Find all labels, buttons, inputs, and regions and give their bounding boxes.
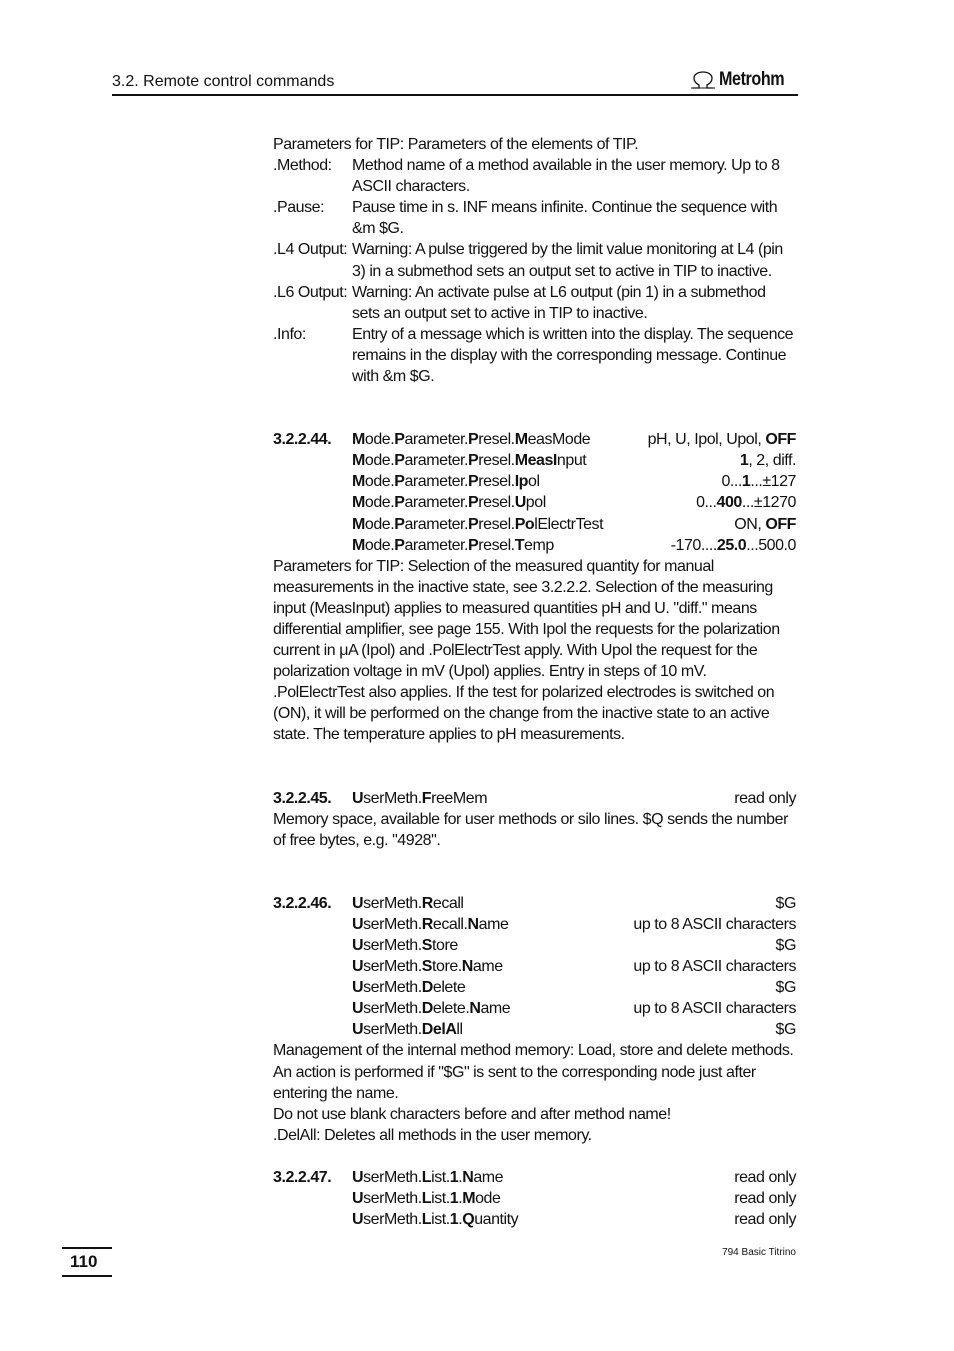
command-name: UserMeth.List.1.Mode [352,1190,501,1208]
intro-lead: Parameters for TIP: Parameters of the elements of TIP. [273,136,639,153]
command-row [273,429,796,450]
definition-item [273,239,796,281]
section-number [273,514,352,535]
command-name: Mode.Parameter.Presel.PolElectrTest [352,515,604,533]
command-row [273,998,796,1019]
command-value: $G [775,937,796,954]
command-row [273,1167,796,1188]
command-name: Mode.Parameter.Presel.MeasInput [352,452,587,470]
command-value: ON, OFF [734,515,796,533]
section-number [273,1019,352,1040]
definition-description: Warning: An activate pulse at L6 output (pin 1) in a submethod sets an output set to active in TIP to inactive. [352,283,766,322]
definition-description: Pause time in s. INF means infinite. Continue the sequence with &m $G. [352,199,778,238]
section-number: 3.2.2.47. [273,1168,332,1186]
omega-icon [690,71,716,89]
brand-logo [690,69,796,91]
definition-description: Warning: A pulse triggered by the limit value monitoring at L4 (pin 3) in a submethod sets an output set to active in TIP to inactive. [352,241,783,280]
command-row [273,1019,796,1040]
command-name: UserMeth.DelAll [352,1021,463,1039]
command-name: UserMeth.FreeMem [352,789,488,807]
section-46-description: Management of the internal method memory: Load, store and delete methods. An action is performed if "$G" is sent to the corresponding node just after entering the name. [273,1042,794,1102]
section-3-2-2-47 [273,1167,796,1230]
command-row [273,788,796,809]
section-3-2-2-45 [273,788,796,809]
definition-item [273,324,796,387]
parameter-definition-list [273,155,796,387]
section-number: 3.2.2.46. [273,894,332,912]
command-name: UserMeth.Delete [352,979,466,997]
command-row [273,893,796,914]
header-title: 3.2. Remote control commands [112,73,335,90]
command-value: read only [734,1168,796,1186]
command-row [273,492,796,513]
section-number [273,450,352,471]
command-value: up to 8 ASCII characters [633,1000,796,1018]
command-name: UserMeth.Recall [352,894,464,912]
section-44-description: Parameters for TIP: Selection of the measured quantity for manual measurements in the inactive state, see 3.2.2.2. Selection of the measuring input (MeasInput) applies to measured quantities pH and U. "diff." means differential amplifier, see page 155. With Ipol the requests for the polarization current in μA (Ipol) and .PolElectrTest apply. With Upol the request for the polarization voltage in mV (Upol) applies. Entry in steps of 10 mV. .PolElectrTest also applies. If the test for polarized electrodes is switched on (ON), it will be performed on the change from the inactive state to an active state. The temperature applies to pH measurements. [273,557,780,744]
page-number-box [62,1247,112,1277]
command-name: UserMeth.Store [352,937,458,954]
command-value: read only [734,1190,796,1208]
command-row [273,450,796,471]
section-45-description: Memory space, available for user methods or silo lines. $Q sends the number of free bytes, e.g. "4928". [273,810,788,849]
command-row [273,935,796,956]
section-number [273,914,352,935]
section-46-warning: Do not use blank characters before and after method name! [273,1105,671,1123]
command-row [273,514,796,535]
command-row [273,471,796,492]
command-value: $G [775,979,796,997]
definition-term: .L6 Output: [273,283,348,301]
page-content [273,134,796,1230]
command-row [273,1209,796,1230]
definition-term: .Info: [273,325,306,343]
command-value: up to 8 ASCII characters [633,958,796,976]
definition-term: .L4 Output: [273,241,348,259]
section-number [273,977,352,998]
command-row [273,1188,796,1209]
definition-description: Method name of a method available in the user memory. Up to 8 ASCII characters. [352,157,780,196]
section-number [273,1188,352,1209]
command-value: 0...1...±127 [721,473,796,491]
command-value: $G [775,1021,796,1039]
definition-item [273,155,796,197]
command-name: UserMeth.Delete.Name [352,1000,511,1018]
command-name: UserMeth.List.1.Quantity [352,1211,519,1229]
command-row [273,977,796,998]
command-value: -170....25.0...500.0 [670,536,796,554]
section-number [273,956,352,977]
command-value: up to 8 ASCII characters [633,915,796,933]
command-value: pH, U, Ipol, Upol, OFF [647,431,796,449]
section-number [273,535,352,556]
definition-item [273,282,796,324]
brand-name: Metrohm [719,69,785,90]
command-name: UserMeth.List.1.Name [352,1168,504,1186]
command-row [273,956,796,977]
command-value: 0...400...±1270 [696,494,796,512]
command-name: Mode.Parameter.Presel.Temp [352,536,554,554]
section-number [273,935,352,956]
section-number: 3.2.2.45. [273,789,332,807]
command-name: Mode.Parameter.Presel.Ipol [352,473,540,491]
definition-term: .Method: [273,157,332,175]
command-row [273,535,796,556]
command-name: UserMeth.Store.Name [352,958,503,976]
section-number [273,1209,352,1230]
section-number [273,492,352,513]
product-name: 794 Basic Titrino [722,1247,796,1258]
section-46-delall-note: .DelAll: Deletes all methods in the user memory. [273,1126,592,1144]
command-value: read only [734,1211,796,1229]
section-3-2-2-44 [273,429,796,556]
definition-term: .Pause: [273,199,325,217]
command-value: $G [775,894,796,912]
page-header [112,66,798,96]
section-number: 3.2.2.44. [273,431,332,449]
section-number [273,998,352,1019]
definition-description: Entry of a message which is written into the display. The sequence remains in the display with the corresponding message. Continue with &m $G. [352,325,794,386]
command-value: 1, 2, diff. [739,452,796,470]
page-number: 110 [70,1252,98,1271]
command-value: read only [734,789,796,807]
section-number [273,471,352,492]
command-name: Mode.Parameter.Presel.Upol [352,494,546,512]
section-3-2-2-46 [273,893,796,1041]
definition-item [273,197,796,239]
command-row [273,914,796,935]
command-name: UserMeth.Recall.Name [352,915,509,933]
command-name: Mode.Parameter.Presel.MeasMode [352,431,591,449]
